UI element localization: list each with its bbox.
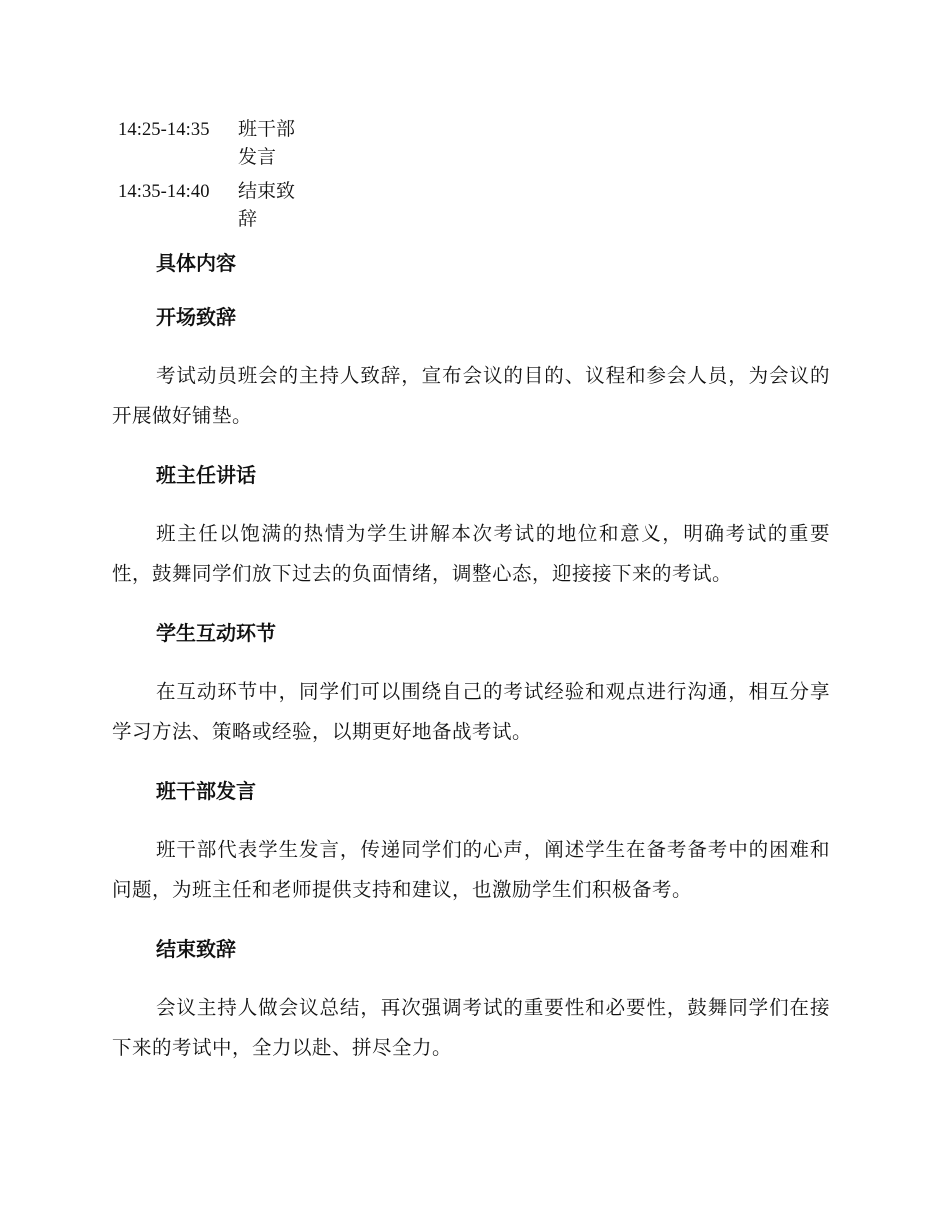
section-text-opening: 考试动员班会的主持人致辞，宣布会议的目的、议程和参会人员，为会议的开展做好铺垫。: [112, 364, 830, 427]
section-heading-closing: 结束致辞: [156, 937, 236, 961]
section-heading-teacher: 班主任讲话: [156, 463, 256, 487]
schedule-item: 结束致辞: [238, 181, 296, 230]
section-heading-opening: 开场致辞: [156, 305, 236, 329]
section-text-closing: 会议主持人做会议总结，再次强调考试的重要性和必要性，鼓舞同学们在接下来的考试中，全力以赴、拼尽全力。: [112, 996, 830, 1059]
schedule-time: 14:35-14:40: [118, 182, 210, 202]
section-text-class-leaders: 班干部代表学生发言，传递同学们的心声，阐述学生在备考备考中的困难和问题，为班主任和老师提供支持和建议，也激励学生们积极备考。: [112, 838, 830, 901]
schedule-time: 14:25-14:35: [118, 120, 210, 140]
schedule-table: [118, 116, 304, 234]
section-heading-class-leaders: 班干部发言: [156, 779, 256, 803]
section-heading-interaction: 学生互动环节: [156, 621, 276, 645]
section-text-interaction: 在互动环节中，同学们可以围绕自己的考试经验和观点进行沟通，相互分享学习方法、策略或经验，以期更好地备战考试。: [112, 680, 830, 743]
section-title: 具体内容: [156, 251, 236, 275]
schedule-row: [118, 172, 304, 234]
schedule-item: 班干部发言: [238, 119, 296, 168]
content-body: [112, 246, 830, 1090]
schedule-row: [118, 116, 304, 172]
section-text-teacher: 班主任以饱满的热情为学生讲解本次考试的地位和意义，明确考试的重要性，鼓舞同学们放下过去的负面情绪，调整心态，迎接接下来的考试。: [112, 522, 830, 585]
